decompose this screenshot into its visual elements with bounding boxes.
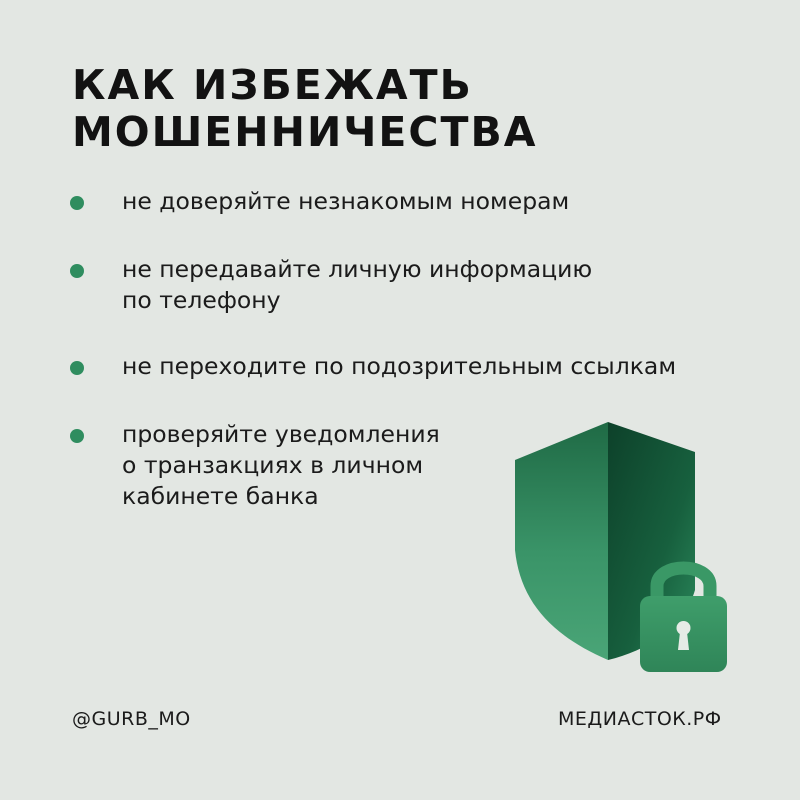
tip-text: по телефону: [122, 286, 281, 314]
bullet-icon: [70, 361, 84, 375]
tip-text: кабинете банка: [122, 482, 319, 510]
tip-text: не передавайте личную информацию: [122, 255, 593, 283]
tip-item: [122, 419, 440, 512]
tip-text: не доверяйте незнакомым номерам: [122, 187, 570, 215]
social-handle: @GURB_MO: [72, 708, 191, 730]
tip-item: [122, 351, 676, 382]
shield-icon: [500, 410, 740, 680]
bullet-icon: [70, 429, 84, 443]
tip-item: [122, 254, 592, 316]
title-line-1: КАК ИЗБЕЖАТЬ: [72, 61, 473, 109]
tip-text: не переходите по подозрительным ссылкам: [122, 352, 677, 380]
security-illustration: [500, 410, 740, 680]
bullet-icon: [70, 264, 84, 278]
tip-text: проверяйте уведомления: [122, 420, 440, 448]
title-line-2: МОШЕННИЧЕСТВА: [72, 108, 538, 156]
page-title: [72, 62, 537, 156]
tip-item: [122, 186, 569, 217]
tip-text: о транзакциях в личном: [122, 451, 424, 479]
bullet-icon: [70, 196, 84, 210]
site-name: МЕДИАСТОК.РФ: [558, 708, 722, 730]
